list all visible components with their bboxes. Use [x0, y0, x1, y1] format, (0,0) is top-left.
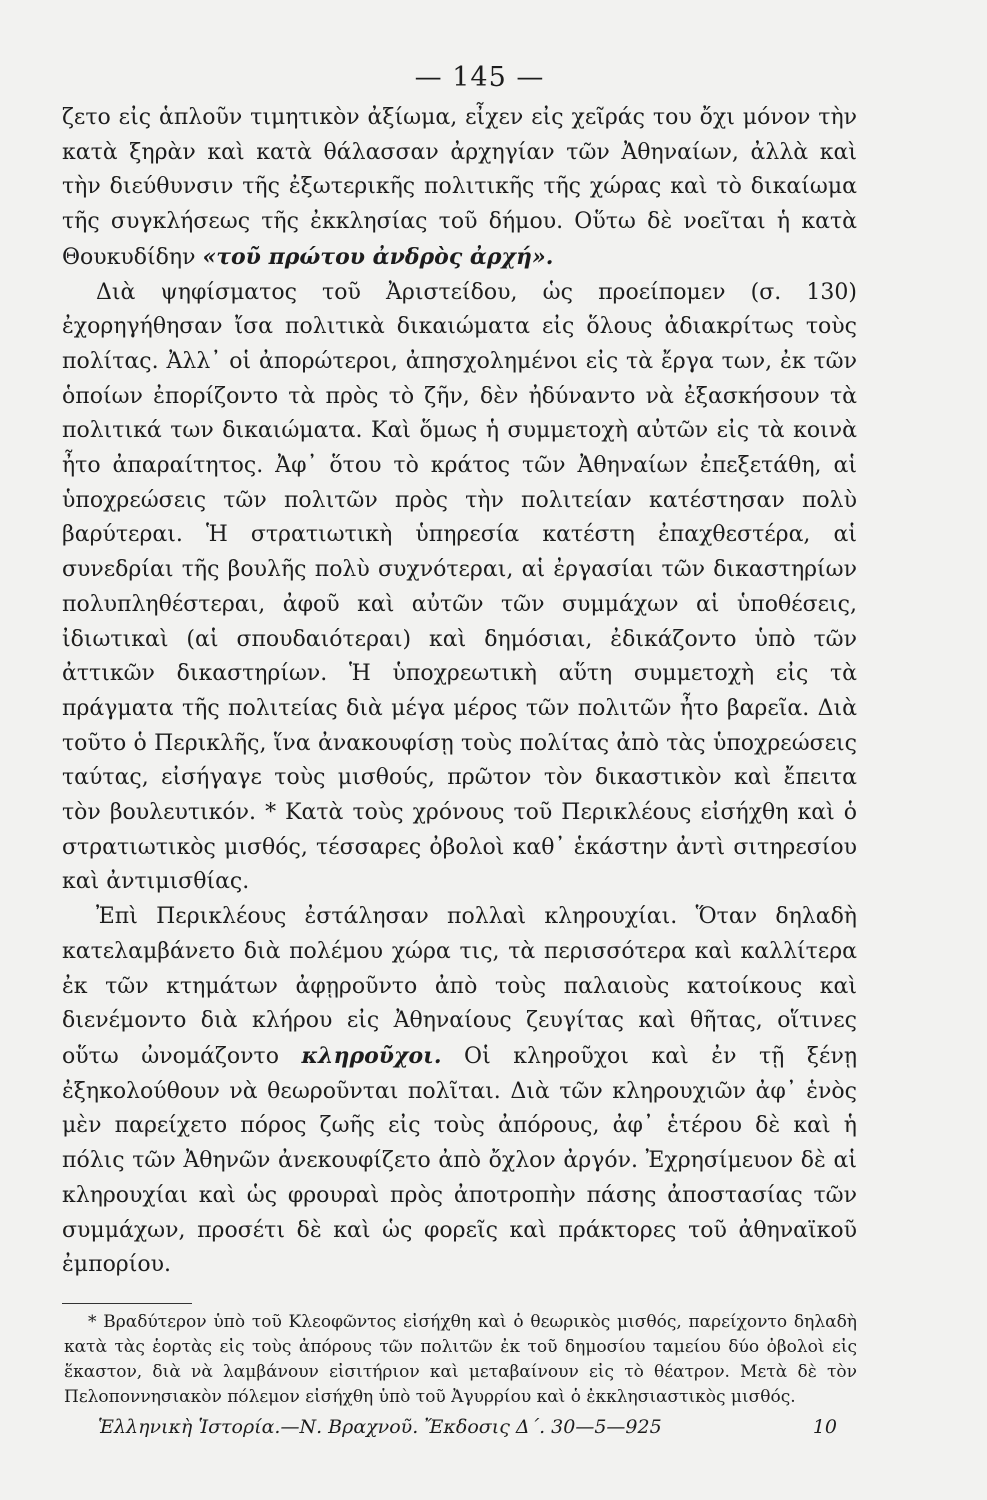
paragraph-2: Διὰ ψηφίσματος τοῦ Ἀριστείδου, ὡς προείπομεν (σ. 130) ἐχορηγήθησαν ἴσα πολιτικὰ δικαιώματα εἰς ὅλους ἀδιακρίτως τοὺς πολίτας. Ἀλλ᾿ οἱ ἀπορώτεροι, ἀπησχολημένοι εἰς τὰ ἔργα των, ἐκ τῶν ὁποίων ἐπορίζοντο τὰ πρὸς τὸ ζῆν, δὲν ἠδύναντο νὰ ἐξασκήσουν τὰ πολιτικά των δικαιώματα. Καὶ ὅμως ἡ συμμετοχὴ αὐτῶν εἰς τὰ κοινὰ ἦτο ἀπαραίτητος. Ἀφ᾿ ὅτου τὸ κράτος τῶν Ἀθηναίων ἐπεξετάθη, αἱ ὑποχρεώσεις τῶν πολιτῶν πρὸς τὴν πολιτείαν κατέστησαν πολὺ βαρύτεραι. Ἡ στρατιωτικὴ ὑπηρεσία κατέστη ἐπαχθεστέρα, αἱ συνεδρίαι τῆς βουλῆς πολὺ συχνότεραι, αἱ ἐργασίαι τῶν δικαστηρίων πολυπληθέστεραι, ἀφοῦ καὶ αὐτῶν τῶν συμμάχων αἱ ὑποθέσεις, ἰδιωτικαὶ (αἱ σπουδαιότεραι) καὶ δημόσιαι, ἐδικάζοντο ὑπὸ τῶν ἀττικῶν δικαστηρίων. Ἡ ὑποχρεωτικὴ αὕτη συμμετοχὴ εἰς τὰ πράγματα τῆς πολιτείας διὰ μέγα μέρος τῶν πολιτῶν ἦτο βαρεῖα. Διὰ τοῦτο ὁ Περικλῆς, ἵνα ἀνακουφίσῃ τοὺς πολίτας ἀπὸ τὰς ὑποχρεώσεις ταύτας, εἰσήγαγε τοὺς μισθούς, πρῶτον τὸν δικαστικὸν καὶ ἔπειτα τὸν βουλευτικόν. * Κατὰ τοὺς χρόνους τοῦ Περικλέους εἰσήχθη καὶ ὁ στρατιωτικὸς μισθός, τέσσαρες ὀβολοὶ καθ᾿ ἑκάστην ἀντὶ σιτηρεσίου καὶ ἀντιμισθίας. — [62, 279, 857, 895]
paragraph-3-text: Ἐπὶ Περικλέους ἐστάλησαν πολλαὶ κληρουχίαι. Ὅταν δηλαδὴ κατελαμβάνετο διὰ πολέμου χώρα τις, τὰ περισσότερα καὶ καλλίτερα ἐκ τῶν κτημάτων ἀφῃροῦντο ἀπὸ τοὺς παλαιοὺς κατοίκους καὶ διενέμοντο διὰ κλήρου εἰς Ἀθηναίους ζευγίτας καὶ θῆτας, οἵτινες οὕτω ὠνομάζοντο — [62, 904, 857, 1069]
thucydides-quote: «τοῦ πρώτου ἀνδρὸς ἀρχή». — [202, 243, 554, 270]
footnote-divider — [62, 1303, 192, 1304]
sheet-number: 10 — [812, 1415, 837, 1438]
signature-text: Ἑλληνικὴ Ἱστορία.—Ν. Βραχνοῦ. Ἔκδοσις Δ΄. 30—5—925 — [98, 1415, 662, 1438]
klerouchoi-term: κληροῦχοι. — [301, 1042, 442, 1069]
paragraph-3 — [62, 900, 857, 1283]
printer-signature — [62, 1416, 857, 1438]
page-number: — 145 — — [414, 62, 545, 93]
paragraph-1 — [62, 101, 857, 276]
paragraph-1-text: ζετο εἰς ἁπλοῦν τιμητικὸν ἀξίωμα, εἶχεν εἰς χεῖράς του ὄχι μόνον τὴν κατὰ ξηρὰν καὶ κατὰ θάλασσαν ἀρχηγίαν τῶν Ἀθηναίων, ἀλλὰ καὶ τὴν διεύθυνσιν τῆς ἐξωτερικῆς πολιτικῆς τῆς χώρας καὶ τὸ δικαίωμα τῆς συγκλήσεως τῆς ἐκκλησίας τοῦ δήμου. Οὕτω δὲ νοεῖται ἡ κατὰ Θουκυδίδην — [62, 105, 857, 270]
footnote: * Βραδύτερον ὑπὸ τοῦ Κλεοφῶντος εἰσήχθη καὶ ὁ θεωρικὸς μισθός, παρείχοντο δηλαδὴ κατὰ τὰς ἑορτὰς εἰς τοὺς ἀπόρους τῶν πολιτῶν ἐκ τοῦ δημοσίου ταμείου δύο ὀβολοὶ εἰς ἕκαστον, διὰ νὰ λαμβάνουν εἰσιτήριον καὶ μεταβαίνουν εἰς τὸ θέατρον. Μετὰ δὲ τὸν Πελοποννησιακὸν πόλεμον εἰσήχθη ὑπὸ τοῦ Ἀγυρρίου καὶ ὁ ἐκκλησιαστικὸς μισθός. — [64, 1311, 857, 1407]
paragraph-3-after: Οἱ κληροῦχοι καὶ ἐν τῇ ξένῃ ἐξηκολούθουν νὰ θεωροῦνται πολῖται. Διὰ τῶν κληρουχιῶν ἀφ᾿ ἑνὸς μὲν παρείχετο πόρος ζωῆς εἰς τοὺς ἀπόρους, ἀφ᾿ ἑτέρου δὲ καὶ ἡ πόλις τῶν Ἀθηνῶν ἀνεκουφίζετο ἀπὸ ὄχλον ἀργόν. Ἐχρησίμευον δὲ αἱ κληρουχίαι καὶ ὡς φρουραὶ πρὸς ἀποτροπὴν πάσης ἀποστασίας τῶν συμμάχων, προσέτι δὲ καὶ ὡς φορεῖς καὶ πράκτορες τοῦ ἀθηναϊκοῦ ἐμπορίου. — [62, 1043, 858, 1278]
main-text — [62, 101, 857, 1283]
